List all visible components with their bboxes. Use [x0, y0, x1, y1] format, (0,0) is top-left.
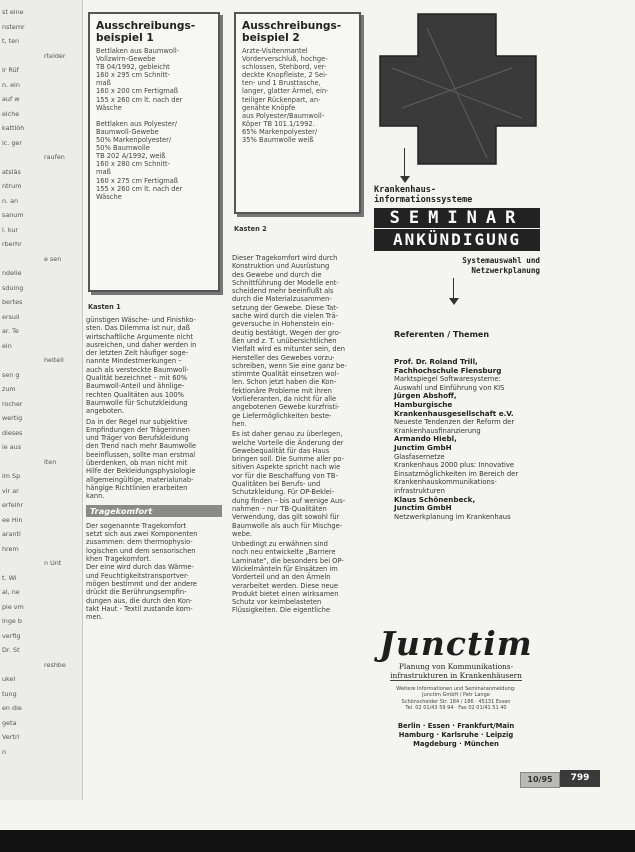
adjacent-page-fragment: elche [2, 109, 20, 118]
adjacent-page-fragment: pie vm [2, 602, 24, 611]
adjacent-page-fragment: sanum [2, 211, 24, 219]
adjacent-page-fragment: ein [2, 341, 12, 350]
adjacent-page-fragment: ic. ger [2, 138, 22, 147]
adjacent-page-fragment: al, ne [2, 588, 20, 596]
ad-org-line2: informationssysteme [374, 194, 473, 205]
issue-number: 10/95 [527, 775, 553, 784]
adjacent-page-fragment: sen g [2, 370, 20, 379]
contact-info: Weitere Informationen und Seminaranmeldung: Junctim GmbH / Petr Lange Schönscheider Str. 184 / 186 · 45131 Essen Tel. 02 01/43 59 94 · Fax 02 01/41 51 40 [396, 686, 516, 712]
adjacent-page-fragment: wertig [2, 414, 23, 422]
box2-caption: Kasten 2 [234, 225, 267, 233]
adjacent-page-fragment: sduing [2, 283, 24, 292]
box2-body: Arzte-Visitenmantel Vorderverschluß, hochge- schlossen, Stehbord, ver- deckte Knopfleiste, 2 Sei- ten- und 1 Brusttasche, langer, glatter Ärmel, ein- teiliger Rückenpart, an- genähte Knöpfe aus Polyester/Baumwoll- Köper TB 101.1/1992. 65% Markenpolyester/ 35% Baumwolle weiß [242, 47, 329, 145]
adjacent-page-fragment: n [2, 747, 7, 756]
adjacent-page-fragment: nstemr [2, 22, 25, 31]
adjacent-page-fragment: rberhr [2, 240, 22, 248]
cross-graphic [372, 8, 540, 178]
ankuendigung-banner: ANKÜNDIGUNG [374, 229, 540, 251]
adjacent-page-fragment: dieses [2, 428, 23, 437]
ausschreibungsbeispiel-2-box [234, 12, 361, 214]
adjacent-page-fragment: reshbe [44, 660, 66, 669]
adjacent-page-fragment: geta [2, 718, 17, 727]
speaker-topic: Krankenhauskommunikations- [394, 478, 497, 487]
box1-body: Bettlaken aus Baumwoll- Vollzwirn-Gewebe TB 04/1992, gebleicht 160 x 295 cm Schnitt- maß 160 x 200 cm Fertigmaß 155 x 260 cm lt. nach der Wäsche Bettlaken aus Polyester/ Baumwoll-Gewebe 50% Markenpolyester/ 50% Baumwolle TB 202 A/1992, weiß 160 x 280 cm Schnitt- maß 160 x 275 cm Fertigmaß 155 x 260 cm lt. nach der Wäsche [96, 47, 183, 201]
connector-line [453, 278, 454, 300]
adjacent-page-fragment: t, ten [2, 37, 20, 45]
speaker-name: Klaus Schönenbeck, [394, 494, 476, 504]
ad-org-line1: Krankenhaus- [374, 185, 437, 195]
article-column-1 [86, 316, 222, 623]
adjacent-page-fragment: verfig [2, 631, 21, 640]
adjacent-page-fragment: rtelder [44, 51, 66, 60]
adjacent-page-fragment: auf w [2, 95, 20, 103]
junctim-slogan-line2: infrastrukturen in Krankenhäusern [390, 671, 522, 680]
article-column-2 [232, 254, 362, 617]
office-cities: Berlin · Essen · Frankfurt/Main Hamburg · Karlsruhe · Leipzig Magdeburg · München [397, 722, 515, 748]
adjacent-page-fragment: ntrum [2, 182, 22, 190]
col1-paragraph: Der sogenannte Tragekomfort setzt sich aus zwei Komponenten zusammen: dem thermophysio- logischen und dem sensorischen khen Tragekomfort. Der eine wird durch das Wärme- und Feuchtigkeitstransportver- mögen bestimmt und der andere drückt die Berührungsempfin- dungen aus, die durch den Kon- takt Haut - Textil zustande kom- men. [86, 521, 198, 622]
adjacent-page-fragment: ndelie [2, 269, 22, 277]
adjacent-page-fragment: ie aus [2, 443, 22, 451]
speaker-topic: Auswahl und Einführung von KIS [394, 383, 505, 392]
speaker-topic: Marktspiegel Softwaresysteme: [394, 375, 501, 384]
ad-topic-line1: Systemauswahl und [462, 256, 540, 265]
speaker-name: Jürgen Abshoff, [394, 391, 457, 401]
adjacent-page-fragment: atsläs [2, 167, 21, 176]
adjacent-page-fragment: ersuil [2, 312, 20, 321]
adjacent-page-fragment: aranti [2, 530, 21, 538]
adjacent-page-fragment: ukel [2, 675, 16, 683]
adjacent-page-fragment: Vertri [2, 733, 20, 741]
ausschreibungsbeispiel-1-box [88, 12, 220, 292]
junctim-logo: Junctim [379, 624, 533, 663]
adjacent-page-fragment: ar. Te [2, 327, 19, 335]
adjacent-page-fragment: e sen [44, 254, 62, 263]
adjacent-page-fragment: erfelhr [2, 501, 24, 509]
adjacent-page-fragment: hrem [2, 544, 19, 553]
adjacent-page-fragment: en die [2, 704, 22, 712]
referenten-heading: Referenten / Themen [394, 330, 490, 339]
speaker-org: Hamburgische [394, 399, 453, 409]
adjacent-page-strip [0, 0, 83, 800]
adjacent-page-fragment: tung [2, 689, 17, 698]
adjacent-page-fragment: im Sp [2, 472, 21, 480]
speaker-name: Prof. Dr. Roland Trill, [394, 357, 478, 366]
box2-title: Ausschreibungs- beispiel 2 [242, 20, 342, 44]
col2-paragraph: Dieser Tragekomfort wird durch Konstruktion und Ausrüstung des Gewebe und durch die Schnittführung der Modelle ent- scheidend mehr beeinflußt als durch die Materialzusammen- setzung der Gewebe. Diese Tat- sache wird durch die vielen Trä- geversuche in Hohenstein ein- deutig bestätigt. Wegen der gro- ßen und z. T. unübersichtlichen Vielfalt wird es mitunter sein, den Hersteller des Gewebes vorzu- schreiben, wenn Sie eine ganz be- stimmte Qualität einsetzen wol- len. Schon jetzt haben die Kon- fektionäre Probleme mit ihren Vorlieferanten, da nicht für alle angebotenen Gewebe kurzfristi- ge Liefermöglichkeiten beste- hen. [232, 254, 347, 428]
speaker-topic: Einsatzmöglichkeiten im Bereich der [394, 469, 519, 478]
scan-border [0, 830, 635, 852]
speaker-topic: Glasfasernetze [394, 452, 445, 461]
section-subhead-tragekomfort: Tragekomfort [86, 505, 222, 517]
adjacent-page-fragment: ir Rüf [2, 66, 19, 74]
speaker-topic: Krankenhausfinanzierung [394, 426, 481, 435]
adjacent-page-fragment: n Unt [44, 559, 62, 567]
adjacent-page-fragment: t. Wi [2, 573, 17, 582]
col2-paragraph: Es ist daher genau zu überlegen, welche Vorteile die Änderung der Gewebequalität für das Haus bringen soll. Die Summe aller po- sitiven Aspekte spricht nach wie vor für die Beschaffung von TB- Qualitäten bei Berufs- und Schutzkleidung. Für OP-Beklei- dung finden – bis auf wenige Aus- nahmen – nur TB-Qualitäten Verwendung, das gilt sowohl für Baumwolle als auch für Mischge- webe. [232, 430, 346, 538]
col1-paragraph: Da in der Regel nur subjektive Empfindungen der Trägerinnen und Träger von Berufskleidung den Trend nach mehr Baumwolle beeinflussen, sollte man erstmal überdenken, ob man nicht mit Hilfe der Bekleidungsphysiologie allgemeingültige, materialunab- hängige Richtlinien erarbeiten kann. [86, 417, 197, 501]
adjacent-page-fragment: n. an [2, 196, 19, 205]
speaker-topic: Krankenhaus 2000 plus: Innovative [394, 461, 515, 470]
speaker-topic: Neueste Tendenzen der Reform der [394, 418, 515, 427]
speaker-topic: infrastrukturen [394, 486, 445, 495]
speaker-org: Krankenhausgesellschaft e.V. [394, 408, 514, 418]
speaker-org: Junctim GmbH [394, 442, 452, 452]
adjacent-page-fragment: bertes [2, 298, 23, 306]
adjacent-page-fragment: rocher [2, 399, 23, 408]
arrow-down-icon [400, 176, 410, 183]
arrow-down-icon [449, 298, 459, 305]
seminar-banner: SEMINAR [374, 208, 540, 228]
speaker-topic: Netzwerkplanung im Krankenhaus [394, 512, 511, 521]
speaker-name: Armando Hiebl, [394, 434, 457, 444]
adjacent-page-fragment: iten [44, 457, 57, 466]
col1-paragraph: günstigen Wäsche- und Finishko- sten. Das Dilemma ist nur, daß wirtschaftliche Argumente nicht ausreichen, und daher werden in der letzten Zeit häufiger soge- nannte Mindestmerkungen – auch als versteckte Baumwoll- Qualität bezeichnet – mit 60% Baumwoll-Anteil und ähnlige- rechten Qualitäten aus 100% Baumwolle für Schutzkleidung angeboten. [86, 316, 197, 416]
adjacent-page-fragment: heiteil [44, 356, 64, 364]
issue-badge [520, 772, 560, 788]
adjacent-page-fragment: inge b [2, 617, 22, 625]
adjacent-page-fragment: n. ein [2, 80, 20, 89]
seminar-advertisement [370, 8, 542, 760]
adjacent-page-fragment: l. kur [2, 225, 19, 234]
box1-title: Ausschreibungs- beispiel 1 [96, 20, 196, 44]
adjacent-page-fragment: vir ar [2, 486, 19, 495]
adjacent-page-fragment: st eine [2, 8, 24, 16]
adjacent-page-fragment: raufen [44, 153, 65, 161]
adjacent-page-fragment: kattlöh [2, 124, 25, 132]
box1-caption: Kasten 1 [88, 303, 121, 311]
speaker-list [394, 358, 544, 521]
connector-line [404, 148, 405, 178]
adjacent-page-fragment: zum [2, 385, 16, 393]
ad-topic-line2: Netzwerkplanung [471, 265, 540, 275]
page-number-badge [560, 770, 600, 787]
col2-paragraph: Unbedingt zu erwähnen sind noch neu entwickelte „Barriere Laminate", die besonders bei OP- Wickelmänteln für Einsätzen im Vorderteil und an den Ärmeln verarbeitet werden. Diese neue Produkt bietet einen wirksamen Schutz vor keimbelasteten Flüssigkeiten. Die eigentliche [232, 540, 344, 615]
page-number: 799 [570, 773, 590, 783]
adjacent-page-fragment: ee Hin [2, 515, 23, 524]
adjacent-page-fragment: Dr. St [2, 646, 20, 654]
junctim-slogan-line1: Planung von Kommunikations- [398, 662, 514, 671]
speaker-org: Junctim GmbH [394, 503, 452, 513]
speaker-org: Fachhochschule Flensburg [394, 365, 502, 375]
